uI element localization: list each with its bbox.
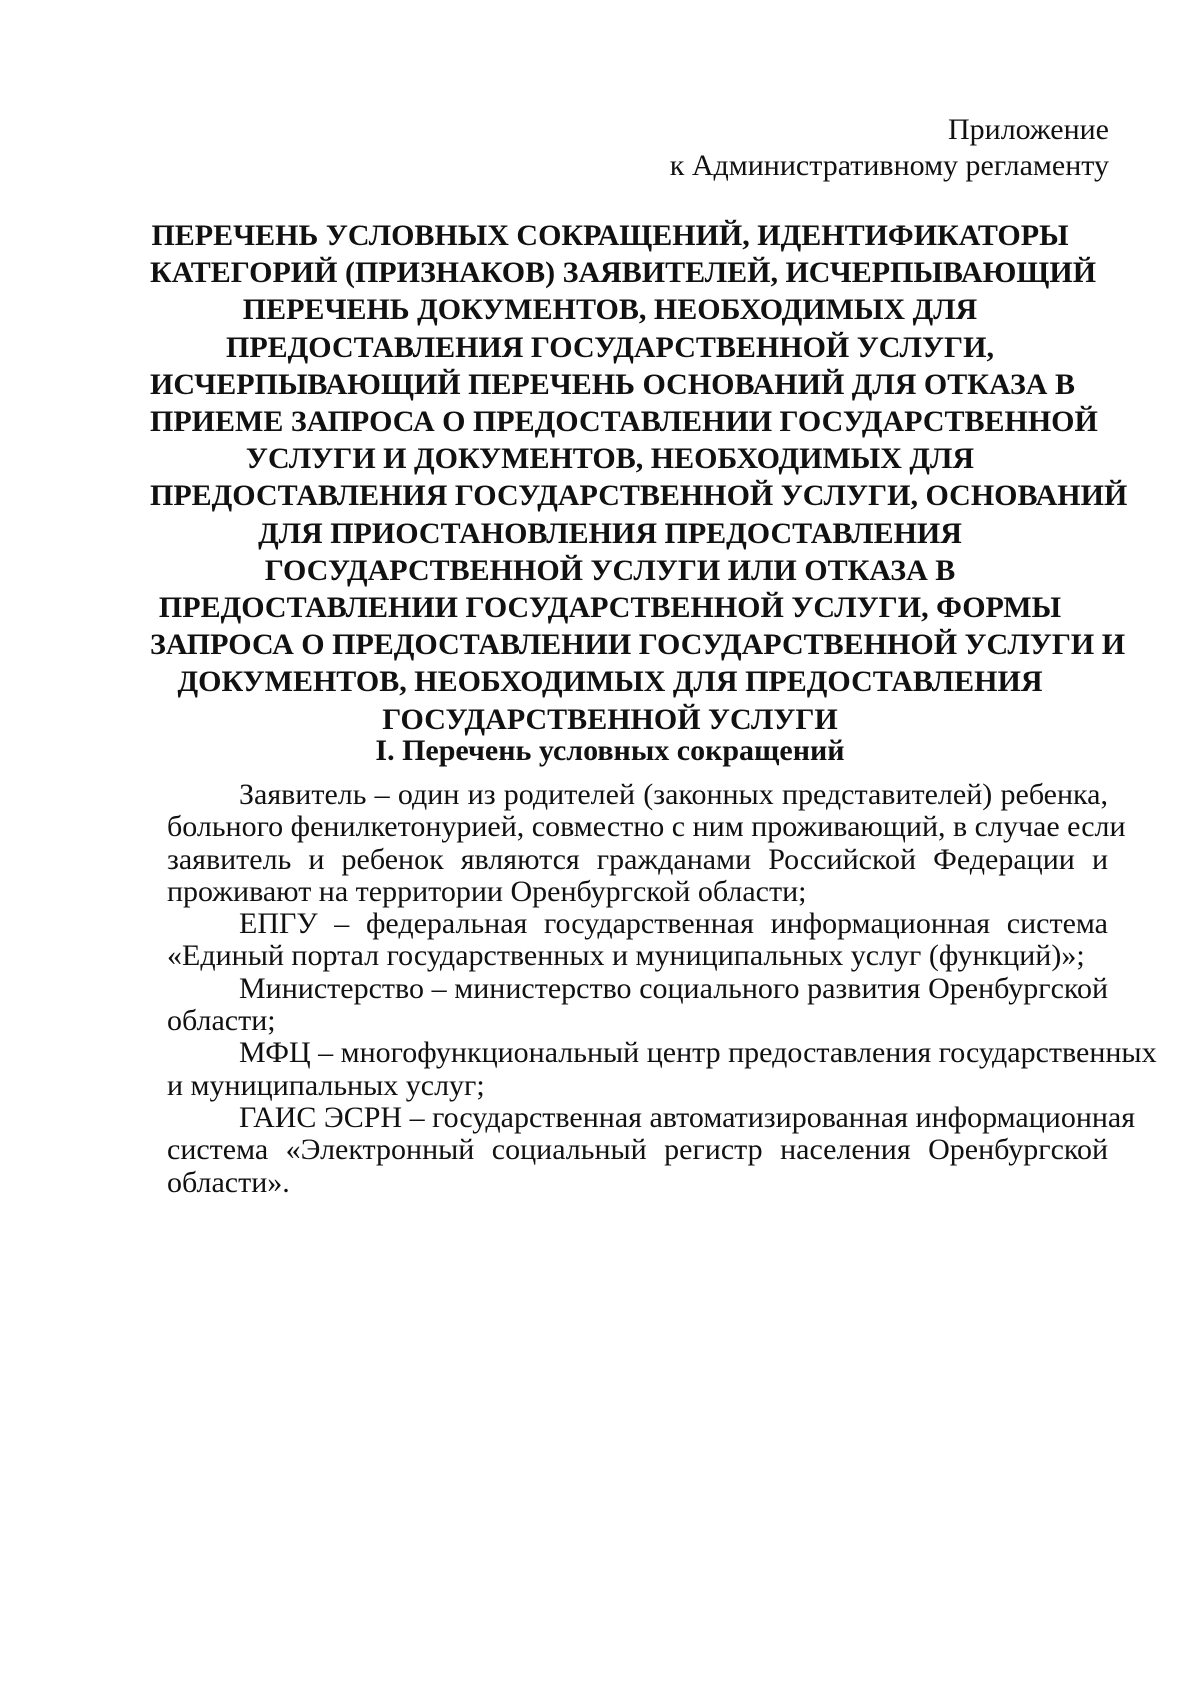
title-line: ПЕРЕЧЕНЬ УСЛОВНЫХ СОКРАЩЕНИЙ, ИДЕНТИФИКАТОРЫ bbox=[151, 219, 1069, 252]
definitions-list bbox=[167, 778, 1157, 1199]
paragraph-line: ГАИС ЭСРН – государственная автоматизированная информационная bbox=[239, 1100, 1136, 1134]
title-line: ДЛЯ ПРИОСТАНОВЛЕНИЯ ПРЕДОСТАВЛЕНИЯ bbox=[258, 516, 962, 550]
paragraph-line: ЕПГУ – федеральная государственная информационная система bbox=[239, 907, 1108, 941]
paragraph-line: «Единый портал государственных и муниципальных услуг (функций)»; bbox=[167, 939, 1085, 973]
title-line: ГОСУДАРСТВЕННОЙ УСЛУГИ ИЛИ ОТКАЗА В bbox=[264, 553, 956, 587]
title-line: ПРЕДОСТАВЛЕНИИ ГОСУДАРСТВЕННОЙ УСЛУГИ, ФОРМЫ bbox=[158, 591, 1062, 625]
paragraph-line: проживают на территории Оренбургской области; bbox=[167, 874, 807, 908]
title-line: ПРЕДОСТАВЛЕНИЯ ГОСУДАРСТВЕННОЙ УСЛУГИ, bbox=[226, 330, 994, 364]
title-line: КАТЕГОРИЙ (ПРИЗНАКОВ) ЗАЯВИТЕЛЕЙ, ИСЧЕРПЫВАЮЩИЙ bbox=[150, 256, 1097, 290]
definition-epgu bbox=[167, 908, 1108, 973]
paragraph-line: и муниципальных услуг; bbox=[167, 1068, 485, 1102]
paragraph-line: Министерство – министерство социального развития Оренбургской bbox=[239, 971, 1108, 1005]
title-line: УСЛУГИ И ДОКУМЕНТОВ, НЕОБХОДИМЫХ ДЛЯ bbox=[245, 442, 975, 476]
definition-zayavitel bbox=[167, 778, 1126, 908]
paragraph-line: Заявитель – один из родителей (законных представителей) ребенка, bbox=[239, 778, 1108, 811]
document-title bbox=[150, 217, 1128, 738]
title-line: ДОКУМЕНТОВ, НЕОБХОДИМЫХ ДЛЯ ПРЕДОСТАВЛЕНИЯ bbox=[177, 665, 1043, 699]
appendix-line-1: Приложение bbox=[947, 113, 1109, 146]
definition-gais-esrn bbox=[167, 1100, 1136, 1199]
appendix-line-2: к Административному регламенту bbox=[669, 149, 1109, 182]
paragraph-line: больного фенилкетонурией, совместно с ним проживающий, в случае если bbox=[167, 810, 1126, 844]
title-line: ЗАПРОСА О ПРЕДОСТАВЛЕНИИ ГОСУДАРСТВЕННОЙ УСЛУГИ И bbox=[150, 628, 1126, 662]
paragraph-line: система «Электронный социальный регистр населения Оренбургской bbox=[167, 1133, 1108, 1167]
definition-ministry bbox=[167, 973, 1108, 1038]
section-heading: I. Перечень условных сокращений bbox=[375, 734, 845, 767]
paragraph-line: области; bbox=[167, 1004, 276, 1038]
title-line: ГОСУДАРСТВЕННОЙ УСЛУГИ bbox=[382, 702, 838, 736]
definition-mfc bbox=[167, 1036, 1157, 1102]
appendix-note bbox=[670, 112, 1109, 184]
title-line: ПРЕДОСТАВЛЕНИЯ ГОСУДАРСТВЕННОЙ УСЛУГИ, ОСНОВАНИЙ bbox=[150, 479, 1128, 513]
title-line: ПЕРЕЧЕНЬ ДОКУМЕНТОВ, НЕОБХОДИМЫХ ДЛЯ bbox=[242, 293, 978, 327]
paragraph-line: МФЦ – многофункциональный центр предоставления государственных bbox=[239, 1036, 1157, 1070]
title-line: ПРИЕМЕ ЗАПРОСА О ПРЕДОСТАВЛЕНИИ ГОСУДАРСТВЕННОЙ bbox=[150, 405, 1098, 439]
paragraph-line: области». bbox=[167, 1165, 290, 1199]
title-line: ИСЧЕРПЫВАЮЩИЙ ПЕРЕЧЕНЬ ОСНОВАНИЙ ДЛЯ ОТКАЗА В bbox=[150, 367, 1075, 401]
paragraph-line: заявитель и ребенок являются гражданами Российской Федерации и bbox=[167, 842, 1108, 876]
